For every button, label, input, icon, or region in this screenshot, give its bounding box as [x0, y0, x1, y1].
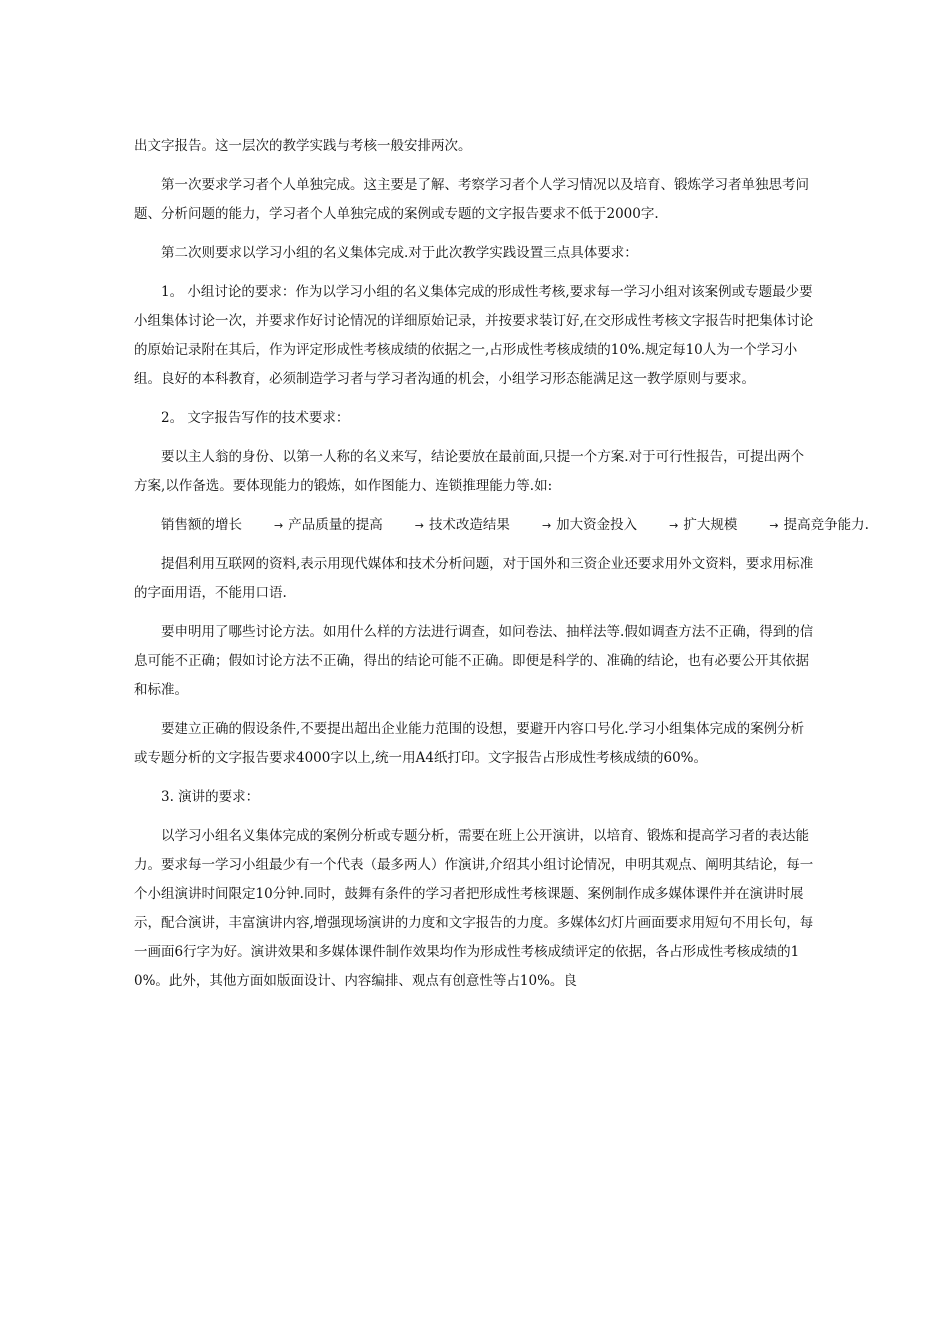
- paragraph-first-assessment: 第一次要求学习者个人单独完成。这主要是了解、考察学习者个人学习情况以及培育、锻炼学习者单独思考问题、分析问题的能力，学习者个人单独完成的案例或专题的文字报告要求不低于2000字.: [134, 177, 809, 222]
- paragraph-internet-resources: 提倡利用互联网的资料,表示用现代媒体和技术分析问题，对于国外和三资企业还要求用外文资料，要求用标准的字面用语，不能用口语.: [134, 556, 814, 601]
- arrow-right-icon: →: [274, 519, 284, 532]
- chain-step: 销售额的增长: [161, 517, 242, 533]
- chain-step: 提高竞争能力.: [783, 517, 869, 533]
- paragraph-assumptions: 要建立正确的假设条件,不要提出超出企业能力范围的设想，要避开内容口号化.学习小组集体完成的案例分析或专题分析的文字报告要求4000字以上,统一用A4纸打印。文字报告占形成性考核成绩的60%。: [134, 721, 805, 766]
- chain-step: 加大资金投入: [556, 517, 638, 533]
- arrow-right-icon: →: [414, 519, 424, 532]
- document-body: [134, 132, 869, 1006]
- paragraph-presentation-requirement: 以学习小组名义集体完成的案例分析或专题分析，需要在班上公开演讲，以培育、锻炼和提高学习者的表达能力。要求每一学习小组最少有一个代表（最多两人）作演讲,介绍其小组讨论情况，申明其观点、阐明其结论，每一个小组演讲时间限定10分钟.同时，鼓舞有条件的学习者把形成性考核课题、案例制作成多媒体课件并在演讲时展示，配合演讲，丰富演讲内容,增强现场演讲的力度和文字报告的力度。多媒体幻灯片画面要求用短句不用长句，每一画面6行字为好。演讲效果和多媒体课件制作效果均作为形成性考核成绩评定的依据，各占形成性考核成绩的10%。此外，其他方面如版面设计、内容编排、观点有创意性等占10%。良: [134, 828, 814, 989]
- paragraph-presentation-heading: 3. 演讲的要求：: [161, 789, 260, 805]
- paragraph-second-assessment: 第二次则要求以学习小组的名义集体完成.对于此次教学实践设置三点具体要求：: [161, 245, 638, 261]
- paragraph-discussion-methods: 要申明用了哪些讨论方法。如用什么样的方法进行调查，如问卷法、抽样法等.假如调查方法不正确，得到的信息可能不正确；假如讨论方法不正确，得出的结论可能不正确。即便是科学的、准确的结论，也有必要公开其依据和标准。: [134, 624, 814, 698]
- chain-step: 技术改造结果: [428, 517, 510, 533]
- paragraph-writing-requirement-heading: 2。 文字报告写作的技术要求：: [161, 410, 350, 426]
- chain-step: 扩大规模: [683, 517, 738, 533]
- paragraph-report-continuation: 出文字报告。这一层次的教学实践与考核一般安排两次。: [134, 138, 472, 154]
- arrow-right-icon: →: [669, 519, 679, 532]
- chain-step: 产品质量的提高: [288, 517, 383, 533]
- reasoning-chain: [134, 511, 869, 540]
- arrow-right-icon: →: [541, 519, 552, 532]
- arrow-right-icon: →: [769, 519, 779, 532]
- paragraph-group-discussion-requirement: 1。 小组讨论的要求：作为以学习小组的名义集体完成的形成性考核,要求每一学习小组对该案例或专题最少要小组集体讨论一次，并要求作好讨论情况的详细原始记录，并按要求装订好,在交形成性考核文字报告时把集体讨论的原始记录附在其后，作为评定形成性考核成绩的依据之一,占形成性考核成绩的10%.规定每10人为一个学习小组。良好的本科教育，必须制造学习者与学习者沟通的机会，小组学习形态能满足这一教学原则与要求。: [134, 284, 814, 387]
- paragraph-writing-perspective: 要以主人翁的身份、以第一人称的名义来写，结论要放在最前面,只提一个方案.对于可行性报告，可提出两个方案,以作备选。要体现能力的锻炼，如作图能力、连锁推理能力等.如:: [134, 449, 805, 494]
